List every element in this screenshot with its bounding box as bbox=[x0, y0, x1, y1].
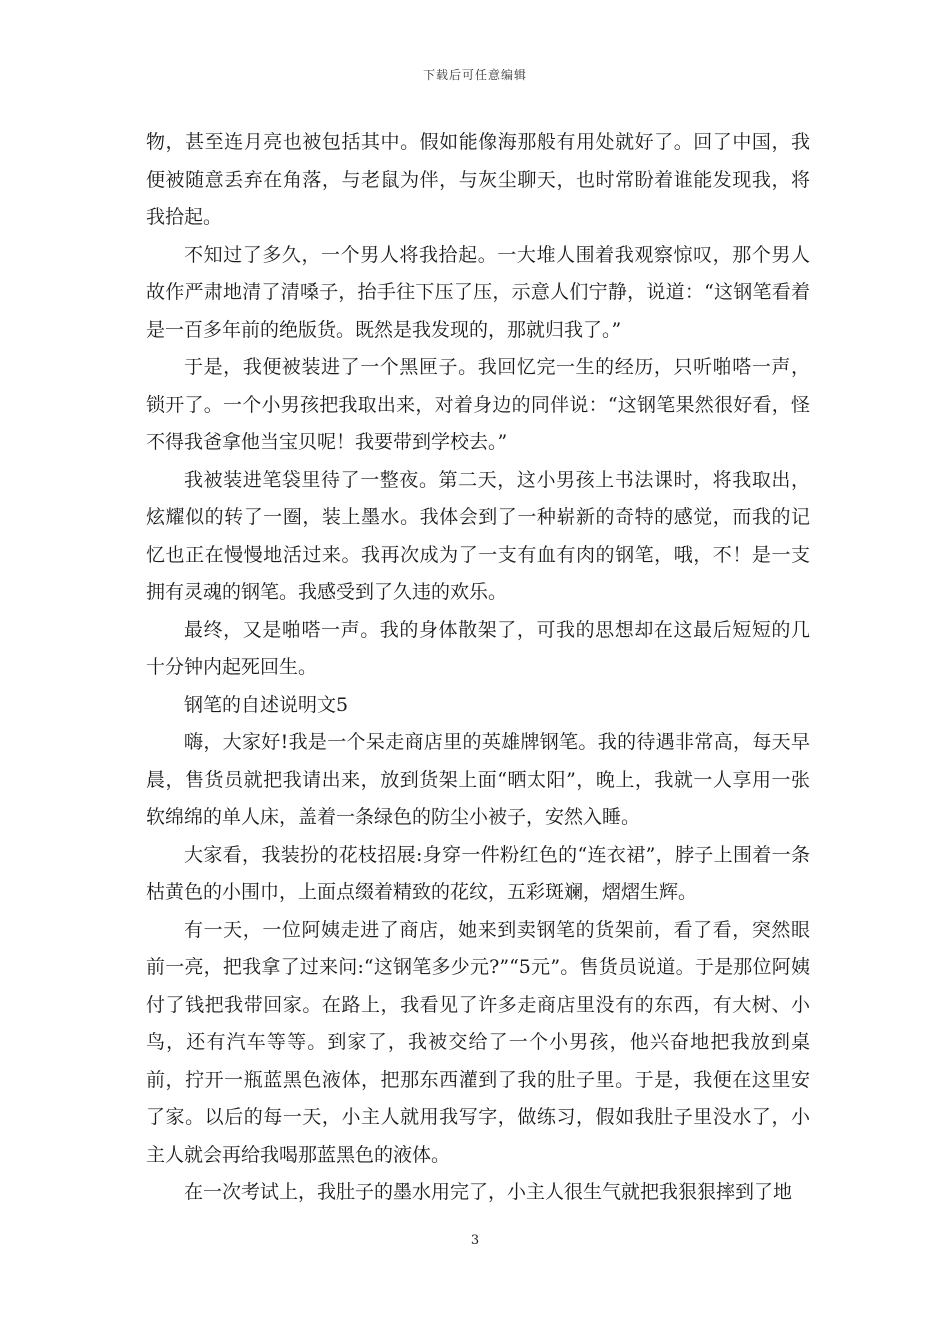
paragraph: 大家看，我装扮的花枝招展:身穿一件粉红色的“连衣裙”，脖子上围着一条枯黄色的小围巾，上面点缀着精致的花纹，五彩斑斓，熠熠生辉。 bbox=[146, 843, 810, 903]
paragraph: 在一次考试上，我肚子的墨水用完了，小主人很生气就把我狠狠摔到了地 bbox=[184, 1181, 793, 1203]
paragraph: 嗨，大家好!我是一个呆走商店里的英雄牌钢笔。我的待遇非常高，每天早晨，售货员就把我请出来，放到货架上面“晒太阳”，晚上，我就一人享用一张软绵绵的单人床，盖着一条绿色的防尘小被子，安然入睡。 bbox=[146, 731, 810, 828]
section-title: 钢笔的自述说明文5 bbox=[184, 693, 349, 716]
paragraph: 最终，又是啪嗒一声。我的身体散架了，可我的思想却在这最后短短的几十分钟内起死回生。 bbox=[146, 618, 810, 678]
document-body bbox=[146, 124, 810, 1212]
page-header: 下载后可任意编辑 bbox=[422, 68, 527, 82]
paragraph: 于是，我便被装进了一个黑匣子。我回忆完一生的经历，只听啪嗒一声，锁开了。一个小男孩把我取出来，对着身边的同伴说：“这钢笔果然很好看，怪不得我爸拿他当宝贝呢！我要带到学校去。” bbox=[146, 356, 810, 453]
paragraph-continuation: 物，甚至连月亮也被包括其中。假如能像海那般有用处就好了。回了中国，我便被随意丢弃在角落，与老鼠为伴，与灰尘聊天，也时常盼着谁能发现我，将我拾起。 bbox=[146, 131, 810, 228]
paragraph: 我被装进笔袋里待了一整夜。第二天，这小男孩上书法课时，将我取出，炫耀似的转了一圈，装上墨水。我体会到了一种崭新的奇特的感觉，而我的记忆也正在慢慢地活过来。我再次成为了一支有血有肉的钢笔，哦，不！是一支拥有灵魂的钢笔。我感受到了久违的欢乐。 bbox=[146, 468, 810, 603]
page-number: 3 bbox=[470, 1233, 480, 1248]
paragraph: 不知过了多久，一个男人将我拾起。一大堆人围着我观察惊叹，那个男人故作严肃地清了清嗓子，抬手往下压了压，示意人们宁静，说道：“这钢笔看着是一百多年前的绝版货。既然是我发现的，那就归我了。” bbox=[146, 243, 810, 341]
paragraph: 有一天，一位阿姨走进了商店，她来到卖钢笔的货架前，看了看，突然眼前一亮，把我拿了过来问:“这钢笔多少元?”“5元”。售货员说道。于是那位阿姨付了钱把我带回家。在路上，我看见了许多走商店里没有的东西，有大树、小鸟，还有汽车等等。到家了，我被交给了一个小男孩，他兴奋地把我放到桌前，拧开一瓶蓝黑色液体，把那东西灌到了我的肚子里。于是，我便在这里安了家。以后的每一天，小主人就用我写字，做练习，假如我肚子里没水了，小主人就会再给我喝那蓝黑色的液体。 bbox=[146, 918, 810, 1166]
